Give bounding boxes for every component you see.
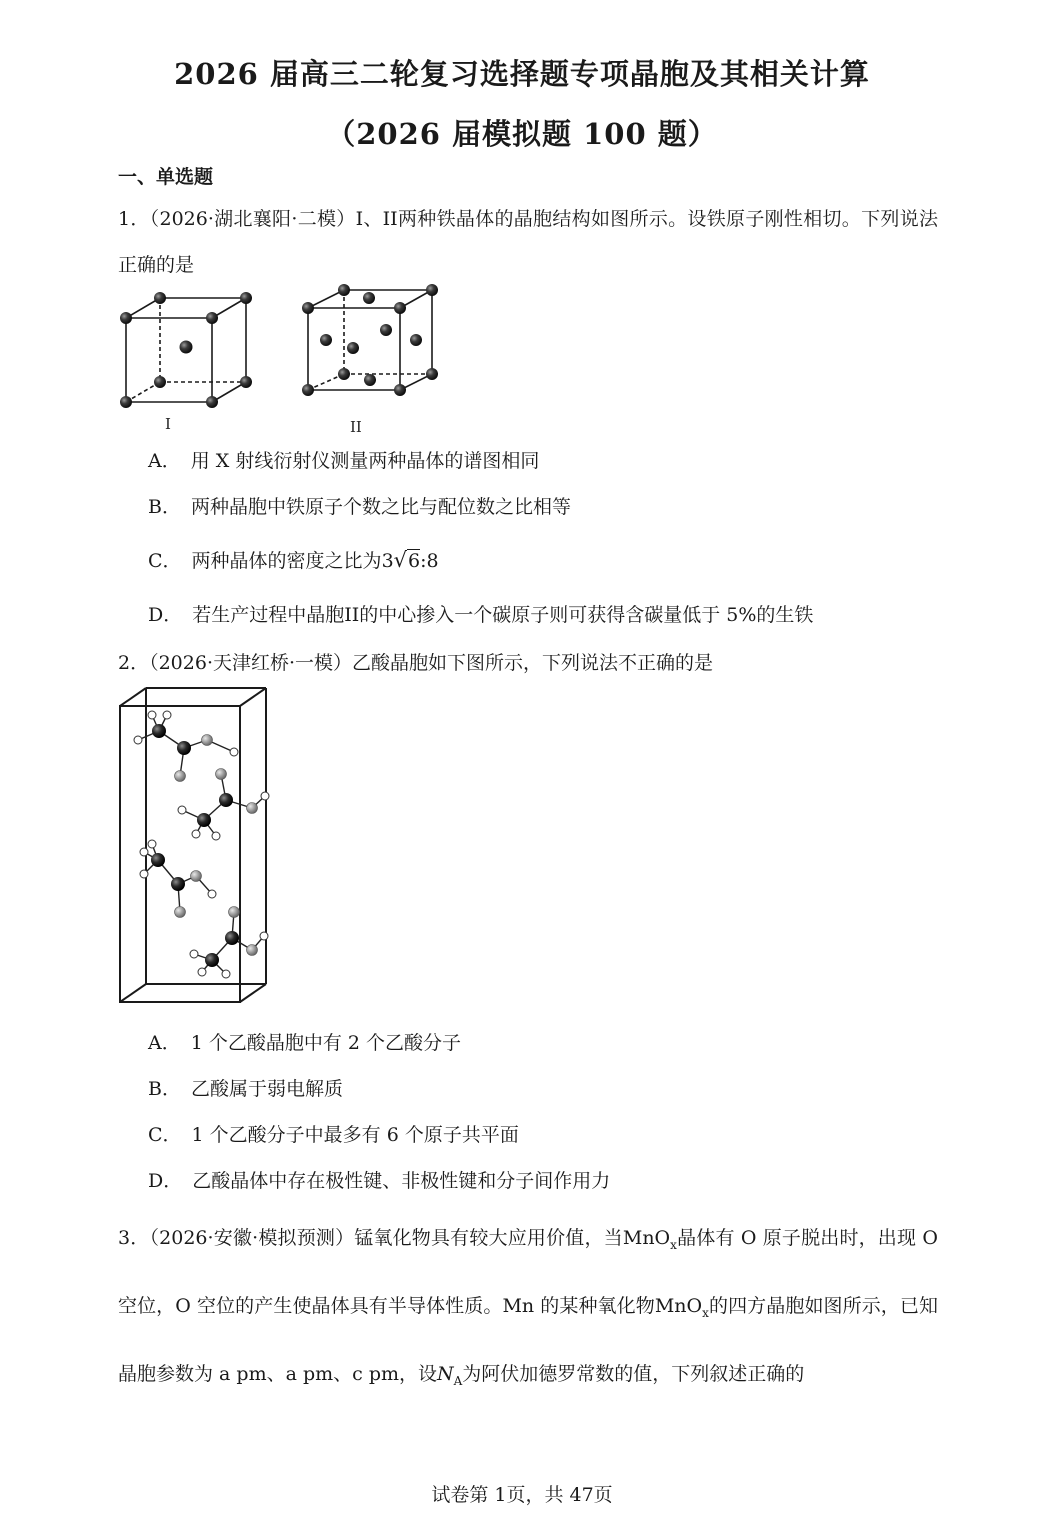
- formula-subscript: x: [702, 1305, 709, 1320]
- option-letter: C．: [148, 1124, 182, 1146]
- option-letter: D．: [148, 1170, 183, 1192]
- option-text: 两种晶胞中铁原子个数之比与配位数之比相等: [190, 496, 571, 518]
- question-1-stem: 1．（2026·湖北襄阳·二模）I、II两种铁晶体的晶胞结构如图所示。设铁原子刚性相切。下列说法正确的是: [118, 208, 938, 276]
- option-text: 乙酸属于弱电解质: [190, 1078, 343, 1100]
- radicand: 6: [408, 550, 421, 572]
- cell-I-label: I: [165, 415, 171, 433]
- option-letter: B．: [148, 1078, 181, 1100]
- option-letter: A．: [148, 450, 181, 472]
- option-text: 1 个乙酸晶胞中有 2 个乙酸分子: [190, 1032, 462, 1054]
- q1-option-a: [148, 446, 539, 473]
- formula-mnox: [654, 1294, 709, 1320]
- cell-II-label: II: [350, 418, 362, 436]
- formula-base: MnO: [654, 1294, 703, 1317]
- option-text: 1 个乙酸分子中最多有 6 个原子共平面: [191, 1124, 519, 1146]
- option-letter: A．: [148, 1032, 181, 1054]
- page-footer: 试卷第 1页，共 47页: [431, 1484, 613, 1506]
- formula-subscript: x: [670, 1237, 677, 1252]
- option-text: 两种晶体的密度之比为: [191, 550, 382, 572]
- formula-base: MnO: [622, 1227, 671, 1249]
- avogadro-symbol: [437, 1362, 463, 1388]
- option-letter: B．: [148, 496, 181, 518]
- radical-sign: √: [393, 548, 408, 572]
- option-letter: D．: [148, 604, 183, 626]
- q1-crystal-figure: [110, 282, 450, 442]
- q2-option-a: [148, 1028, 461, 1055]
- option-text: 若生产过程中晶胞II的中心掺入一个碳原子则可获得含碳量低于 5%的生铁: [192, 604, 814, 626]
- ratio-suffix: :8: [420, 550, 439, 572]
- sqrt-coefficient: 3: [381, 550, 394, 572]
- question-3-stem: [118, 1208, 938, 1411]
- option-letter: C．: [148, 550, 182, 572]
- option-text: 用 X 射线衍射仪测量两种晶体的谱图相同: [190, 450, 540, 472]
- q2-option-d: [148, 1166, 610, 1193]
- q3-text-part: 的四方晶胞如图所示，已知晶胞参数为 a pm、a pm、c pm，设: [118, 1294, 938, 1385]
- sqrt-expression: [394, 548, 420, 572]
- na-subscript: A: [453, 1373, 463, 1388]
- q1-option-b: [148, 492, 571, 519]
- page-subtitle: （2026 届模拟题 100 题）: [326, 117, 718, 151]
- q2-option-b: [148, 1074, 343, 1101]
- option-text: 乙酸晶体中存在极性键、非极性键和分子间作用力: [192, 1170, 611, 1192]
- q1-option-d: [148, 600, 813, 627]
- q2-option-c: [148, 1120, 519, 1147]
- na-base: N: [437, 1362, 454, 1385]
- q1-option-c: [148, 546, 439, 573]
- question-2-stem: 2．（2026·天津红桥·一模）乙酸晶胞如下图所示，下列说法不正确的是: [118, 652, 714, 674]
- section-heading: 一、单选题: [118, 166, 214, 188]
- q3-text-part: 晶体有 O 原子脱出时，出现 O 空位，O 空位的产生使晶体具有半导体性质。Mn 的某种氧化物: [118, 1227, 938, 1317]
- q2-acetic-acid-cell-figure: [112, 682, 282, 1012]
- q3-text-part: 为阿伏加德罗常数的值，下列叙述正确的: [462, 1362, 805, 1385]
- page-title: 2026 届高三二轮复习选择题专项晶胞及其相关计算: [174, 57, 870, 91]
- formula-mnox: [622, 1227, 677, 1252]
- q3-text-part: 3．（2026·安徽·模拟预测）锰氧化物具有较大应用价值，当: [118, 1227, 623, 1249]
